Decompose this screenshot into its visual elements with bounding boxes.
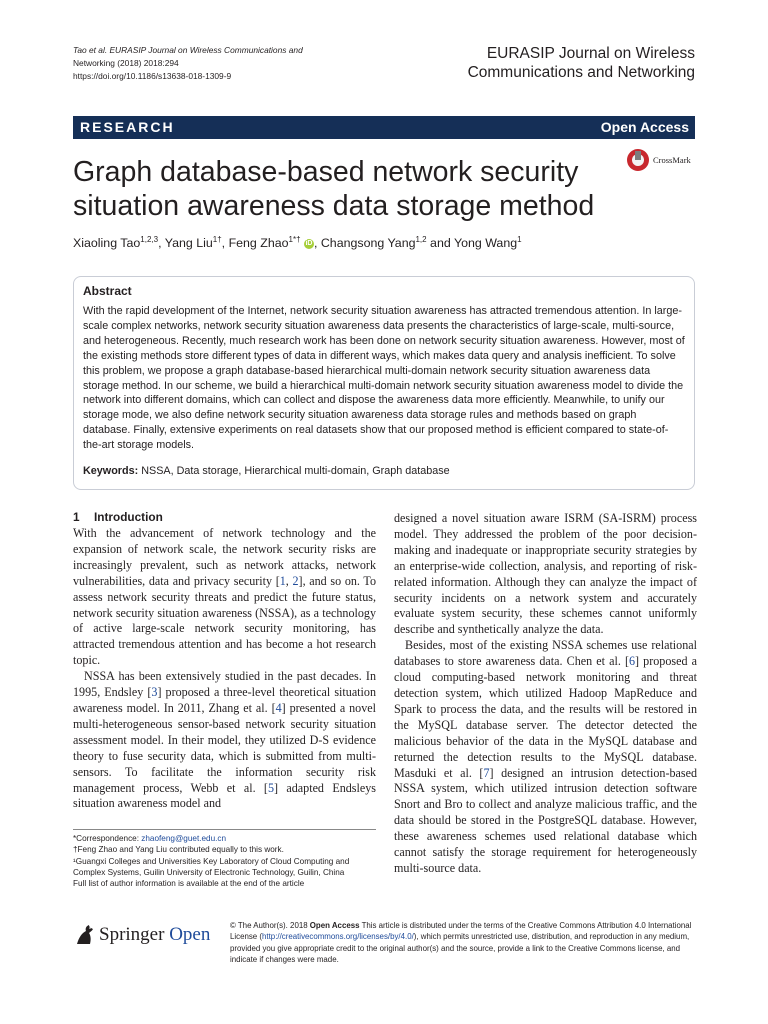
paragraph — [73, 669, 376, 812]
correspondence — [73, 833, 378, 844]
paragraph-text: ] proposed a cloud computing-based network monitoring and threat detection system, which utilized Hadoop MapReduce and Spark to process the data, and the results will be restored in the MySQL database server. The detector detected the malicious behavior of the data in the MySQL database and returned the detection results to the MySQL database. Masduki et al. [ — [394, 654, 697, 780]
author-name[interactable]: Yang Liu — [164, 236, 213, 251]
author-affiliation: 1 — [517, 235, 522, 244]
paragraph-text: ] proposed a three-level theoretical situation awareness model. In 2011, Zhang et al. [ — [73, 685, 376, 715]
footnotes — [73, 833, 378, 889]
author-affiliation: 1*† — [288, 235, 301, 244]
author-name[interactable]: Changsong Yang — [320, 236, 416, 251]
crossmark-icon — [626, 148, 650, 172]
paragraph-text: NSSA has been extensively studied in the past decades. In 1995, Endsley [ — [73, 669, 376, 700]
license-url[interactable]: http://creativecommons.org/licenses/by/4.0/ — [262, 932, 414, 942]
journal-line2: Communications and Networking — [467, 64, 695, 81]
left-column — [73, 510, 376, 812]
citation-link[interactable]: 5 — [267, 780, 275, 795]
citation-link[interactable]: 7 — [483, 765, 490, 780]
correspondence-label: *Correspondence: — [73, 834, 142, 843]
license-part: ), which permits unrestricted use, distribution, and reproduction in any medium, provided you give appropriate credit to the original author(s) and the source, provide a link to the Creative Commons license, and indicate if changes were made. — [230, 932, 690, 964]
article-type-banner — [73, 116, 695, 139]
paragraph-text: ] designed an intrusion detection-based NSSA system, which utilized intrusion detection software Snort and Bro to collect and analyze malicious traffic, and the data should be stored in the PostgreSQL database. However, these awareness schemes used relational database which cannot satisfy the storage requirement for heterogeneously multi-source data. — [394, 765, 698, 875]
keywords-label: Keywords: — [83, 465, 139, 477]
journal-name — [415, 44, 695, 82]
author-affiliation: 1† — [212, 235, 222, 244]
crossmark-label: CrossMark — [653, 155, 691, 165]
section-number: 1 — [73, 510, 80, 524]
license-part: This article is distributed under the terms of the Creative Commons Attribution 4.0 International License ( — [230, 921, 692, 942]
paragraph-text: ] presented a novel multi-heterogeneous sensor-based network security situation assessment model. In their model, they utilized D-S evidence theory to fuse security data, which is submitted from multi-sensors. To facilitate the information security risk management process, Webb et al. [ — [73, 700, 376, 795]
paragraph-text: Besides, most of the existing NSSA schemes use relational databases to store awareness data. Chen et al. [ — [394, 638, 697, 669]
author-list: Xiaoling Tao$^{1,2,3}$, Yang Liu$^{1\dagger}$, Feng Zhao$^{1*\dagger}$ iD , Changsong Yang$^{1,2}$ and Yong Wang$^1$ — [73, 235, 522, 251]
footnote-divider — [73, 829, 376, 830]
abstract-text: With the rapid development of the Internet, network security situation awareness has attracted tremendous attention. In large-scale complex networks, network security situation awareness data presents the characteristics of large-scale, multi-source, and heterogeneous. Recently, much research work has been done on network security situation awareness. However, most of the existing methods store different types of data in different ways, which makes data query and analysis inefficient. To solve this problem, we propose a graph database-based hierarchical multi-domain network security situation awareness data storage method. In our scheme, we build a hierarchical multi-domain network security situation awareness model to divide the network into different domains, which can collect and dispose the awareness data more efficiently. Meanwhile, to unify our storage mode, we also define network security situation awareness data storage rules and methods based on graph database. Finally, extensive experiments on real datasets show that our proposed method is efficient compared to state-of-the-art storage models. — [83, 305, 685, 452]
springer-open-logo — [73, 920, 223, 954]
article-type: RESEARCH — [80, 119, 175, 135]
paragraph-text: With the advancement of network technology and the expansion of network scale, the network security risks are increasingly prevalent, such as network attacks, network vulnerabilities, data and privacy security [ — [73, 526, 376, 588]
author-affiliation: 1,2 — [415, 235, 427, 244]
abstract-heading: Abstract — [83, 284, 132, 298]
citation-link[interactable]: 1 — [279, 573, 286, 588]
license-text — [230, 920, 698, 965]
citation-link[interactable]: 3 — [151, 685, 158, 700]
section-title: Introduction — [94, 510, 163, 524]
email-link[interactable]: zhaofeng@guet.edu.cn — [141, 834, 227, 843]
citation-line2: Networking (2018) 2018:294 — [73, 58, 179, 68]
right-column — [394, 511, 697, 877]
orcid-icon[interactable]: iD — [305, 239, 313, 247]
author-name[interactable]: Feng Zhao — [228, 236, 289, 251]
keywords-list: NSSA, Data storage, Hierarchical multi-domain, Graph database — [141, 465, 450, 477]
open-access-label: Open Access — [600, 119, 689, 135]
affiliation-note: ¹Guangxi Colleges and Universities Key Laboratory of Cloud Computing and Complex Systems, Guilin University of Electronic Technology, Guilin, China — [73, 856, 350, 877]
brand-springer: Springer — [99, 924, 165, 945]
springer-horse-icon — [73, 923, 97, 947]
citation-link[interactable]: 4 — [275, 700, 282, 715]
paragraph: designed a novel situation aware ISRM (SA-ISRM) process model. They addressed the problem of the poor decision-making and inadequate or inappropriate security strategies by an enterprise-wide collection, analysis, and reporting of risk-related information. Although they can analyze the impact of security incidents on a network system and accurately evaluate system security, these schemes cannot uniformly describe and synthetically analyze the data. — [394, 511, 697, 637]
paragraph — [394, 638, 697, 877]
crossmark-badge[interactable] — [626, 148, 696, 174]
citation-header — [73, 44, 363, 83]
paragraph — [73, 526, 376, 669]
springer-wordmark — [99, 924, 210, 946]
author-affiliation: 1,2,3 — [140, 235, 159, 244]
author-name[interactable]: Xiaoling Tao — [73, 236, 141, 251]
author-name[interactable]: Yong Wang — [453, 236, 518, 251]
paragraph-text: ] adapted Endsleys situation awareness model and — [73, 780, 376, 811]
equal-contribution-note: †Feng Zhao and Yang Liu contributed equally to this work. — [73, 845, 284, 855]
brand-open: Open — [169, 924, 211, 945]
license-copyright: © The Author(s). 2018 — [230, 921, 310, 930]
paragraph-text: , — [285, 573, 293, 588]
citation-link[interactable]: 2 — [292, 573, 299, 588]
author-info-note: Full list of author information is available at the end of the article — [73, 879, 305, 889]
doi-link[interactable]: https://doi.org/10.1186/s13638-018-1309-9 — [73, 71, 232, 81]
section-heading — [73, 510, 376, 526]
keywords — [83, 465, 450, 477]
abstract-box — [73, 276, 695, 490]
citation-link[interactable]: 6 — [629, 654, 636, 669]
license-open-access: Open Access — [309, 921, 360, 930]
journal-line1: EURASIP Journal on Wireless — [486, 45, 695, 62]
article-title: Graph database-based network security situation awareness data storage method — [73, 156, 595, 222]
citation-line1: Tao et al. EURASIP Journal on Wireless Communications and — [73, 45, 303, 55]
paragraph-text: ], and so on. To assess network security threats and predict the future status, network security situation awareness (NSSA), as a technology of active large-scale network security monitoring, has attracted tremendous attention and has become a hot research topic. — [73, 573, 376, 668]
